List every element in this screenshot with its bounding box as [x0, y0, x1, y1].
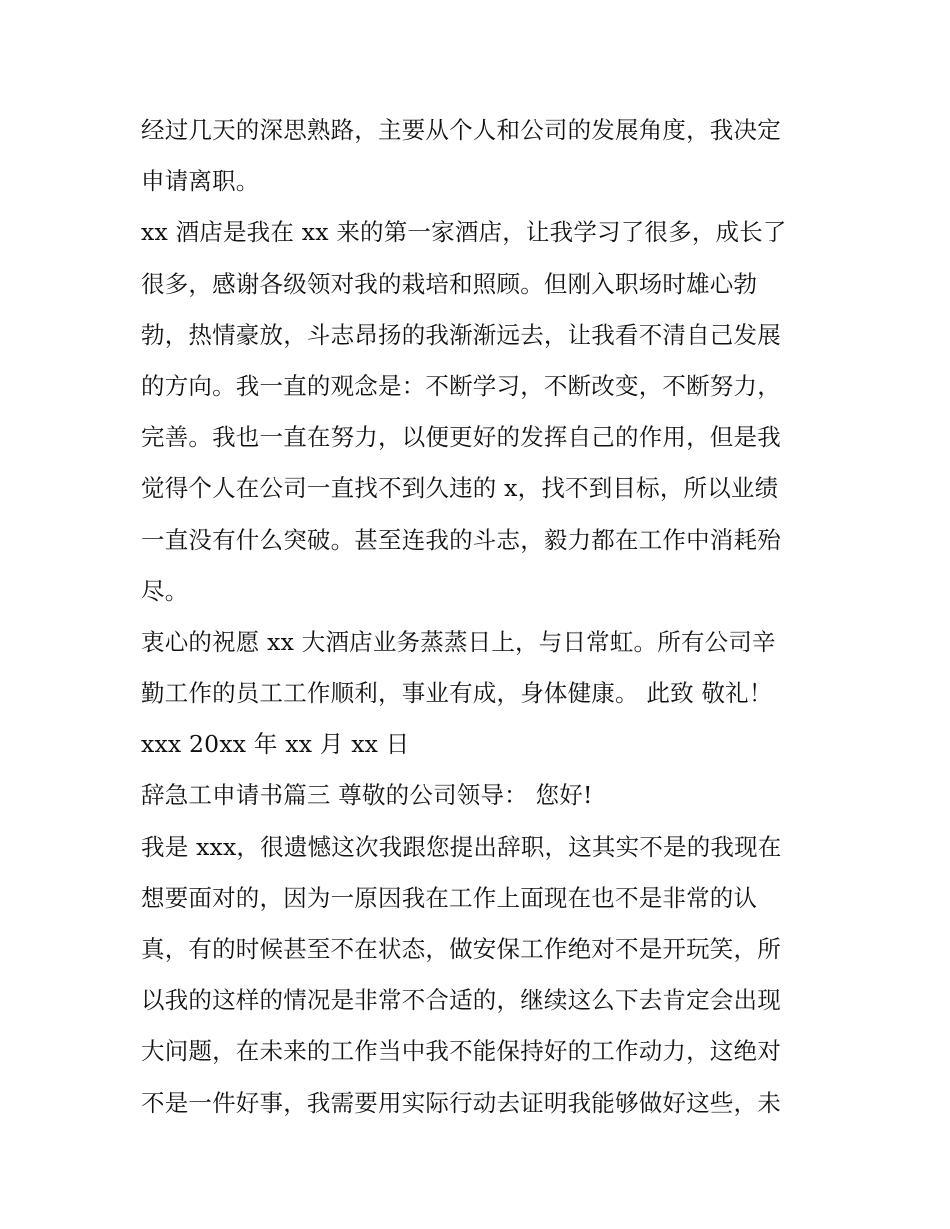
document-body: [141, 105, 821, 1129]
text-line: 不是一件好事，我需要用实际行动去证明我能够做好这些，未: [141, 1088, 781, 1117]
text-line: 我是 xxx，很遗憾这次我跟您提出辞职，这其实不是的我现在: [141, 832, 782, 861]
text-line: xx 酒店是我在 xx 来的第一家酒店，让我学习了很多，成长了: [141, 218, 787, 247]
text-line: 觉得个人在公司一直找不到久违的 x，找不到目标，所以业绩: [141, 474, 779, 503]
text-line: 尽。: [141, 576, 189, 605]
text-line: 想要面对的，因为一原因我在工作上面现在也不是非常的认: [141, 883, 758, 912]
text-line: 完善。我也一直在努力，以便更好的发挥自己的作用，但是我: [141, 423, 781, 452]
text-line: 很多，感谢各级领对我的栽培和照顾。但刚入职场时雄心勃: [141, 269, 758, 298]
text-line: 衷心的祝愿 xx 大酒店业务蒸蒸日上，与日常虹。所有公司辛: [141, 627, 776, 656]
text-line: 勃，热情豪放，斗志昂扬的我渐渐远去，让我看不清自己发展: [141, 320, 781, 349]
text-line: 大问题，在未来的工作当中我不能保持好的工作动力，这绝对: [141, 1037, 781, 1066]
text-line: 以我的这样的情况是非常不合适的，继续这么下去肯定会出现: [141, 986, 781, 1015]
text-line: 申请离职。: [141, 167, 260, 196]
text-line: 一直没有什么突破。甚至连我的斗志，毅力都在工作中消耗殆: [141, 525, 781, 554]
text-line: 经过几天的深思熟路，主要从个人和公司的发展角度，我决定: [141, 116, 781, 144]
text-line: 真，有的时候甚至不在状态，做安保工作绝对不是开玩笑，所: [141, 935, 781, 963]
text-line: 勤工作的员工工作顺利，事业有成，身体健康。 此致 敬礼！: [141, 679, 773, 708]
text-line: 辞急工申请书篇三 尊敬的公司领导： 您好!: [141, 781, 593, 810]
text-line: xxx 20xx 年 xx 月 xx 日: [141, 730, 410, 759]
text-line: 的方向。我一直的观念是：不断学习，不断改变，不断努力，: [141, 371, 781, 400]
